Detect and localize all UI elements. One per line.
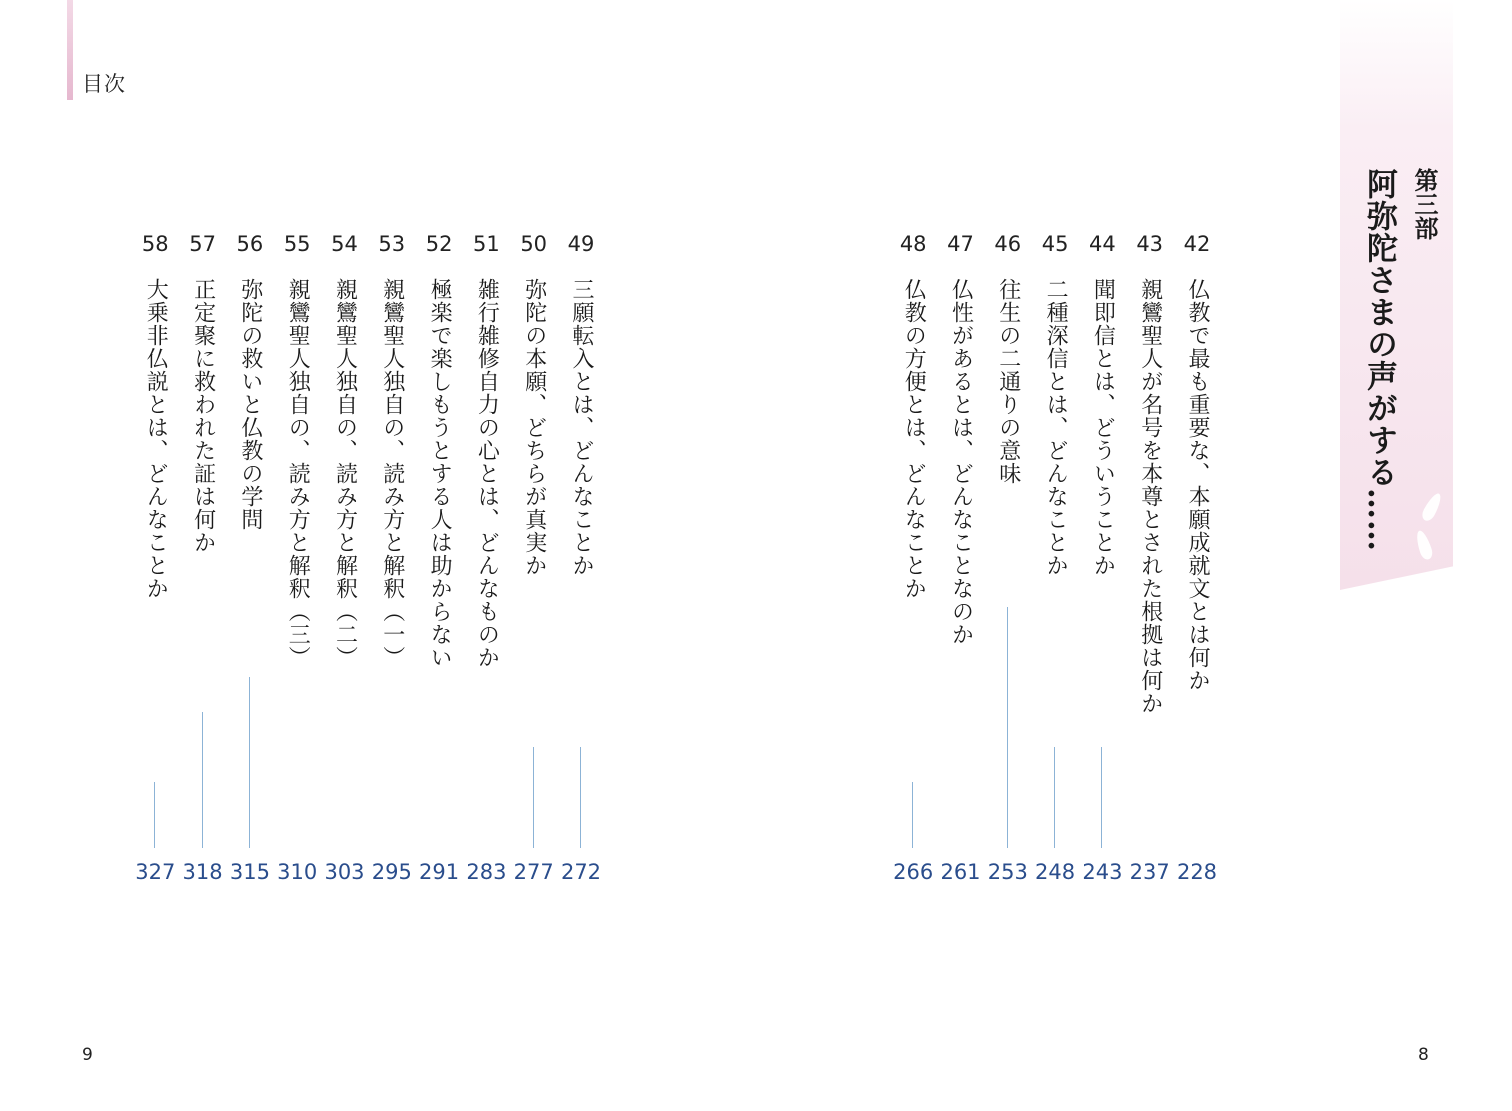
entry-title: 二種深信とは、どんなことか [1043,278,1069,577]
entry-number: 58 [141,232,169,256]
entry-page-number: 261 [940,860,981,884]
toc-entry[interactable] [1032,232,1078,892]
entry-title: 往生の二通りの意味 [995,278,1021,485]
leader-rule [202,712,203,848]
folio-right: 8 [1418,1045,1429,1065]
toc-entry[interactable] [1127,232,1173,892]
entry-title: 正定聚に救われた証は何か [190,278,216,554]
leader-rule [1054,747,1055,848]
entry-title: 仏教で最も重要な、本願成就文とは何か [1185,278,1210,692]
toc-entry[interactable] [180,232,226,892]
entry-number: 45 [1041,232,1069,256]
entry-title: 三願転入とは、どんなことか [569,278,594,577]
toc-entry[interactable] [132,232,178,892]
entry-number: 50 [520,232,548,256]
leader-rule [580,747,581,848]
part-heading [1358,168,1442,588]
entry-title: 仏教の方便とは、どんなことか [901,278,927,600]
toc-entry[interactable] [938,232,984,892]
entry-number: 43 [1136,232,1164,256]
entry-title: 弥陀の救いと仏教の学問 [237,278,263,531]
entry-page-number: 318 [182,860,223,884]
entry-title: 大乗非仏説とは、どんなことか [143,278,169,600]
entry-number: 42 [1183,232,1211,256]
toc-entry[interactable] [369,232,415,892]
entry-title: 親鸞聖人独自の、読み方と解釈（二） [332,278,358,669]
entry-page-number: 310 [277,860,318,884]
leader-rule [533,747,534,848]
entry-number: 44 [1089,232,1116,256]
toc-entry[interactable] [890,232,936,892]
entry-number: 55 [283,232,311,256]
entry-page-number: 243 [1082,860,1123,884]
leader-rule [1007,607,1008,848]
entry-page-number: 253 [987,860,1028,884]
entry-title: 仏性があるとは、どんなことなのか [948,278,974,646]
entry-page-number: 237 [1129,860,1170,884]
toc-entry[interactable] [322,232,368,892]
entry-number: 48 [899,232,927,256]
entry-number: 46 [994,232,1022,256]
entry-page-number: 303 [324,860,365,884]
entry-title: 親鸞聖人が名号を本尊とされた根拠は何か [1137,278,1163,715]
entry-page-number: 283 [466,860,507,884]
toc-entry[interactable] [985,232,1031,892]
entry-page-number: 327 [135,860,176,884]
toc-entry[interactable] [416,232,462,892]
header-accent-bar [67,0,73,100]
part-title: 阿弥陀さまの声がする…… [1361,168,1397,552]
leader-rule [154,782,155,848]
entry-page-number: 228 [1176,860,1218,884]
entry-number: 54 [331,232,358,256]
entry-page-number: 272 [560,860,602,884]
toc-entry[interactable] [511,232,557,892]
entry-title: 親鸞聖人独自の、読み方と解釈（三） [285,278,311,669]
entry-number: 56 [236,232,264,256]
entry-title: 極楽で楽しもうとする人は助からない [427,278,453,669]
toc-entry[interactable] [274,232,320,892]
part-number: 第三部 [1410,168,1438,240]
leader-rule [1101,747,1102,848]
entry-number: 53 [378,232,406,256]
entry-number: 57 [189,232,216,256]
toc-entry[interactable] [227,232,273,892]
entry-number: 49 [567,232,595,256]
entry-title: 親鸞聖人独自の、読み方と解釈（一） [379,278,405,669]
toc-entry[interactable] [1174,232,1220,892]
folio-left: 9 [82,1045,93,1065]
entry-page-number: 315 [229,860,270,884]
toc-entry[interactable] [463,232,509,892]
entry-title: 雑行雑修自力の心とは、どんなものか [474,278,500,669]
entry-page-number: 248 [1035,860,1076,884]
entry-number: 52 [425,232,453,256]
entry-title: 聞即信とは、どういうことか [1090,278,1116,577]
entry-page-number: 266 [893,860,934,884]
toc-entry[interactable] [558,232,604,892]
entry-page-number: 277 [513,860,554,884]
toc-entry[interactable] [1079,232,1125,892]
leader-rule [249,677,250,848]
entry-page-number: 291 [419,860,460,884]
entry-page-number: 295 [371,860,412,884]
leader-rule [912,782,913,848]
entry-number: 51 [473,232,500,256]
entry-number: 47 [947,232,974,256]
toc-header-label: 目次 [82,72,126,96]
entry-title: 弥陀の本願、どちらが真実か [521,278,547,577]
